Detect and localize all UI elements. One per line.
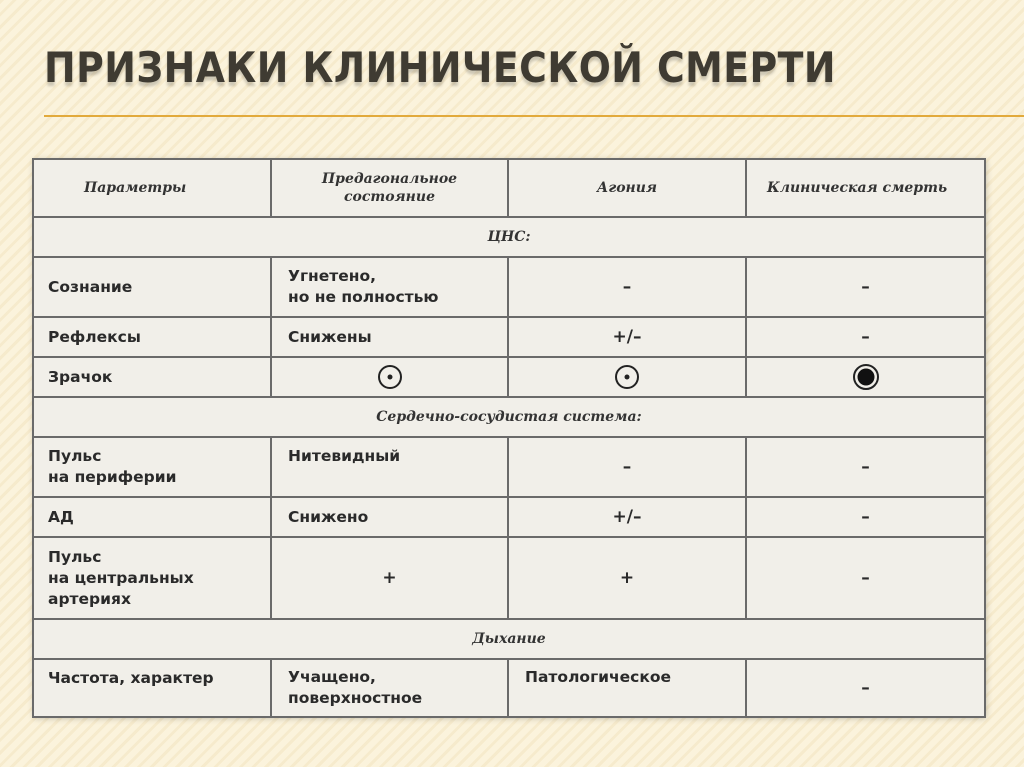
preagonal-breathing <box>271 659 508 717</box>
section-breath-label: Дыхание <box>33 619 985 659</box>
clinical-peripheral-pulse: – <box>746 437 985 497</box>
header-preagonal-line1: Предагональное <box>321 171 458 187</box>
param-peripheral-pulse <box>33 437 271 497</box>
table-row <box>33 497 985 537</box>
section-row-cns <box>33 217 985 257</box>
section-cns-label: ЦНС: <box>33 217 985 257</box>
title-underline <box>44 115 1024 117</box>
preagonal-bp: Снижено <box>271 497 508 537</box>
agony-peripheral-pulse: – <box>508 437 746 497</box>
clinical-breathing: – <box>746 659 985 717</box>
clinical-consciousness: – <box>746 257 985 317</box>
agony-pupil <box>508 357 746 397</box>
param-central-pulse-line3: артериях <box>48 589 131 608</box>
slide-title: ПРИЗНАКИ КЛИНИЧЕСКОЙ СМЕРТИ <box>44 43 836 92</box>
section-row-cardio <box>33 397 985 437</box>
clinical-reflexes: – <box>746 317 985 357</box>
preagonal-breathing-line2: поверхностное <box>288 689 423 707</box>
param-consciousness: Сознание <box>33 257 271 317</box>
narrow-pupil-icon <box>376 363 404 391</box>
section-cardio-label: Сердечно-сосудистая система: <box>33 397 985 437</box>
param-central-pulse-line2: на центральных <box>48 568 194 587</box>
clinical-bp: – <box>746 497 985 537</box>
param-central-pulse-line1: Пульс <box>48 547 102 566</box>
preagonal-consciousness-line1: Угнетено, <box>288 267 377 285</box>
table-row <box>33 437 985 497</box>
agony-reflexes: +/– <box>508 317 746 357</box>
agony-central-pulse: + <box>508 537 746 619</box>
param-peripheral-pulse-line1: Пульс <box>48 447 102 465</box>
param-peripheral-pulse-line2: на периферии <box>48 468 177 486</box>
header-clinical-death: Клиническая смерть <box>746 159 985 217</box>
agony-breathing: Патологическое <box>508 659 746 717</box>
param-bp: АД <box>33 497 271 537</box>
preagonal-pupil <box>271 357 508 397</box>
table-header-row <box>33 159 985 217</box>
clinical-central-pulse: – <box>746 537 985 619</box>
preagonal-consciousness-line2: но не полностью <box>288 288 439 306</box>
preagonal-breathing-line1: Учащено, <box>288 668 376 686</box>
table-row <box>33 537 985 619</box>
agony-bp: +/– <box>508 497 746 537</box>
preagonal-reflexes: Снижены <box>271 317 508 357</box>
header-preagonal-line2: состояние <box>344 189 435 205</box>
table-row <box>33 357 985 397</box>
dilated-pupil-icon <box>851 362 881 392</box>
section-row-breath <box>33 619 985 659</box>
preagonal-peripheral-pulse: Нитевидный <box>271 437 508 497</box>
signs-table-container <box>32 158 984 716</box>
preagonal-central-pulse: + <box>271 537 508 619</box>
param-breathing: Частота, характер <box>33 659 271 717</box>
header-agony: Агония <box>508 159 746 217</box>
clinical-pupil <box>746 357 985 397</box>
header-parameters: Параметры <box>33 159 271 217</box>
clinical-death-signs-table <box>32 158 986 718</box>
param-reflexes: Рефлексы <box>33 317 271 357</box>
table-row <box>33 659 985 717</box>
narrow-pupil-icon <box>613 363 641 391</box>
param-central-pulse <box>33 537 271 619</box>
table-row <box>33 257 985 317</box>
preagonal-consciousness <box>271 257 508 317</box>
header-preagonal <box>271 159 508 217</box>
agony-consciousness: – <box>508 257 746 317</box>
table-row <box>33 317 985 357</box>
param-pupil: Зрачок <box>33 357 271 397</box>
